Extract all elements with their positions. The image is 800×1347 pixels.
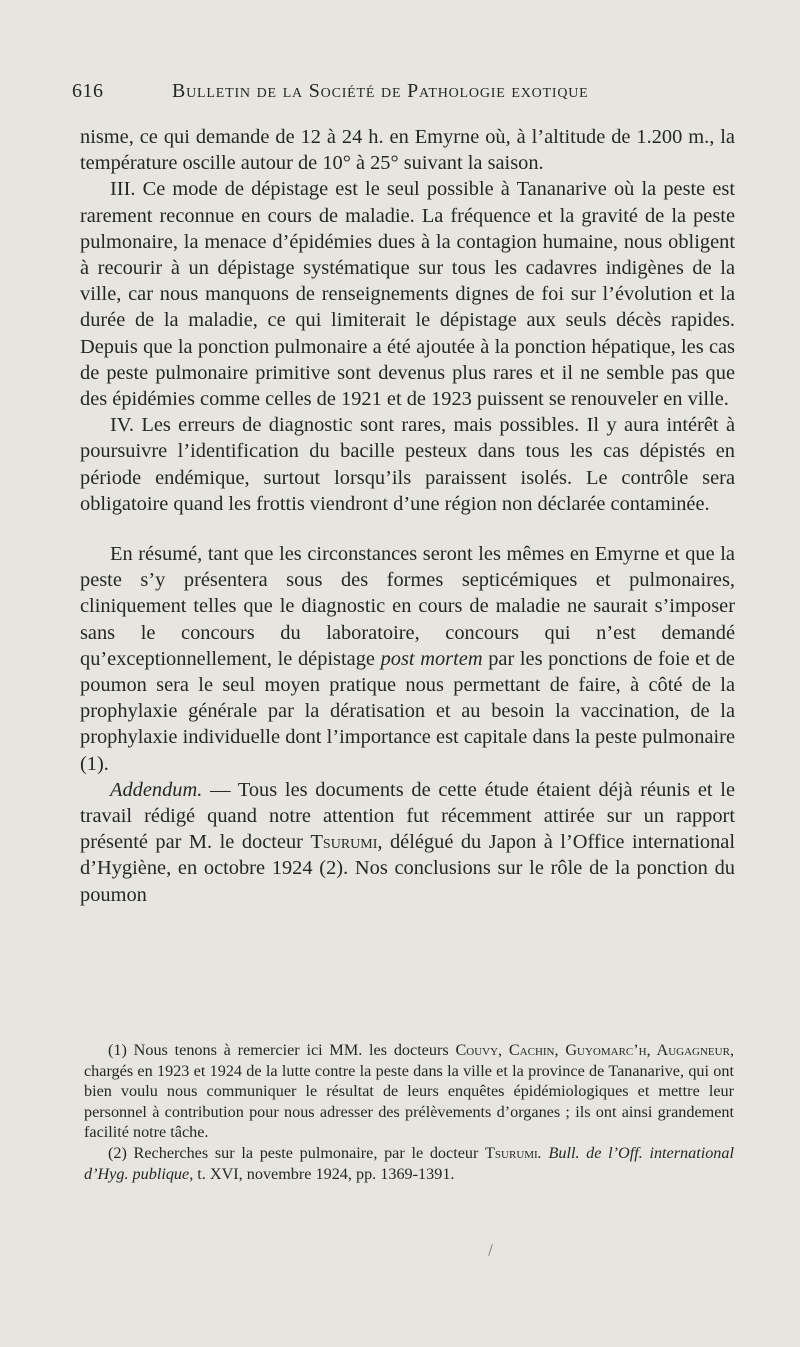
- paragraph-summary: [80, 541, 735, 777]
- running-title: Bulletin de la Société de Pathologie exotique: [172, 80, 589, 102]
- summary-text-b: par les ponctions de foie et de poumon sera le seul moyen pratique nous permettant de faire, à côté de la prophylaxie générale par la dératisation et au besoin la vaccination, de la prophylaxie individuelle dont l’importance est capitale dans la peste pulmonaire (1).: [80, 647, 735, 775]
- body-text: [80, 124, 735, 908]
- paragraph-addendum: [80, 777, 735, 908]
- footnote-1-names: Couvy, Cachin, Guyomarc’h, Augagneur: [455, 1041, 730, 1059]
- paragraph-section-iii: III. Ce mode de dépistage est le seul possible à Tananarive où la peste est rarement reconnue en cours de maladie. La fréquence et la gravité de la peste pulmonaire, la menace d’épidémies dues à la contagion humaine, nous obligent à recourir à un dépistage systématique sur tous les cadavres indigènes de la ville, car nous manquons de renseignements dignes de foi sur l’évolution et la durée de la maladie, ce qui limiterait le dépistage aux seuls décès rapides. Depuis que la ponction pulmonaire a été ajoutée à la ponction hépatique, les cas de peste pulmonaire primitive sont devenus plus rares et il ne semble pas que des épidémies comme celles de 1921 et de 1923 puissent se renouveler en ville.: [80, 178, 735, 411]
- post-mortem-term: post mortem: [380, 647, 483, 670]
- addendum-text-b: , délégué du Japon à l’Office international d’Hygiène, en octobre 1924 (2). Nos conclusions sur le rôle de la ponction du poumon: [80, 831, 735, 906]
- footnote-1-text-a: (1) Nous tenons à remercier ici MM. les docteurs: [108, 1041, 449, 1059]
- stray-mark: [488, 1244, 493, 1256]
- footnote-2: [84, 1143, 734, 1184]
- footnote-2-journal: . Bull. de l’Off. international d’Hyg. publique: [84, 1143, 734, 1183]
- footnote-2-text-a: (2) Recherches sur la peste pulmonaire, par le docteur: [108, 1143, 479, 1162]
- page-number: 616: [72, 80, 104, 102]
- addendum-label: Addendum.: [110, 778, 203, 801]
- author-name: Tsurumi: [310, 831, 378, 854]
- footnotes: [84, 1040, 734, 1184]
- footnote-1-text-b: , chargés en 1923 et 1924 de la lutte contre la peste dans la ville et la province de Tananarive, qui ont bien voulu nous communiquer le résultat de leurs enquêtes épidémiologiques et mettre leur personnel à contribution pour nous adresser des prélèvements d’organes ; ils ont ainsi grandement facilité notre tâche.: [84, 1041, 734, 1142]
- footnote-1: [84, 1040, 734, 1143]
- paragraph-continuation: nisme, ce qui demande de 12 à 24 h. en Emyrne où, à l’altitude de 1.200 m., la température oscille autour de 10° à 25° suivant la saison.: [80, 126, 735, 175]
- paragraph-section-iv: IV. Les erreurs de diagnostic sont rares, mais possibles. Il y aura intérêt à poursuivre l’identification du bacille pesteux dans tous les cas dépistés en période endémique, surtout lorsqu’ils paraissent isolés. Le contrôle sera obligatoire quand les frottis viendront d’une région non déclarée contaminée.: [80, 414, 735, 515]
- page-header: [72, 80, 732, 103]
- footnote-2-name: Tsurumi: [485, 1143, 538, 1162]
- summary-text-a: En résumé, tant que les circonstances seront les mêmes en Emyrne et que la peste s’y présentera sous des formes septicémiques et pulmonaires, cliniquement telles que le diagnostic en cours de maladie ne saurait s’imposer sans le concours du laboratoire, concours qui n’est demandé qu’exceptionnellement, le dépistage: [80, 543, 735, 670]
- addendum-text-a: — Tous les documents de cette étude étaient déjà réunis et le travail rédigé quand notre attention fut récemment attirée sur un rapport présenté par M. le docteur: [80, 778, 735, 854]
- footnote-2-text-b: , t. XVI, novembre 1924, pp. 1369-1391.: [189, 1164, 455, 1183]
